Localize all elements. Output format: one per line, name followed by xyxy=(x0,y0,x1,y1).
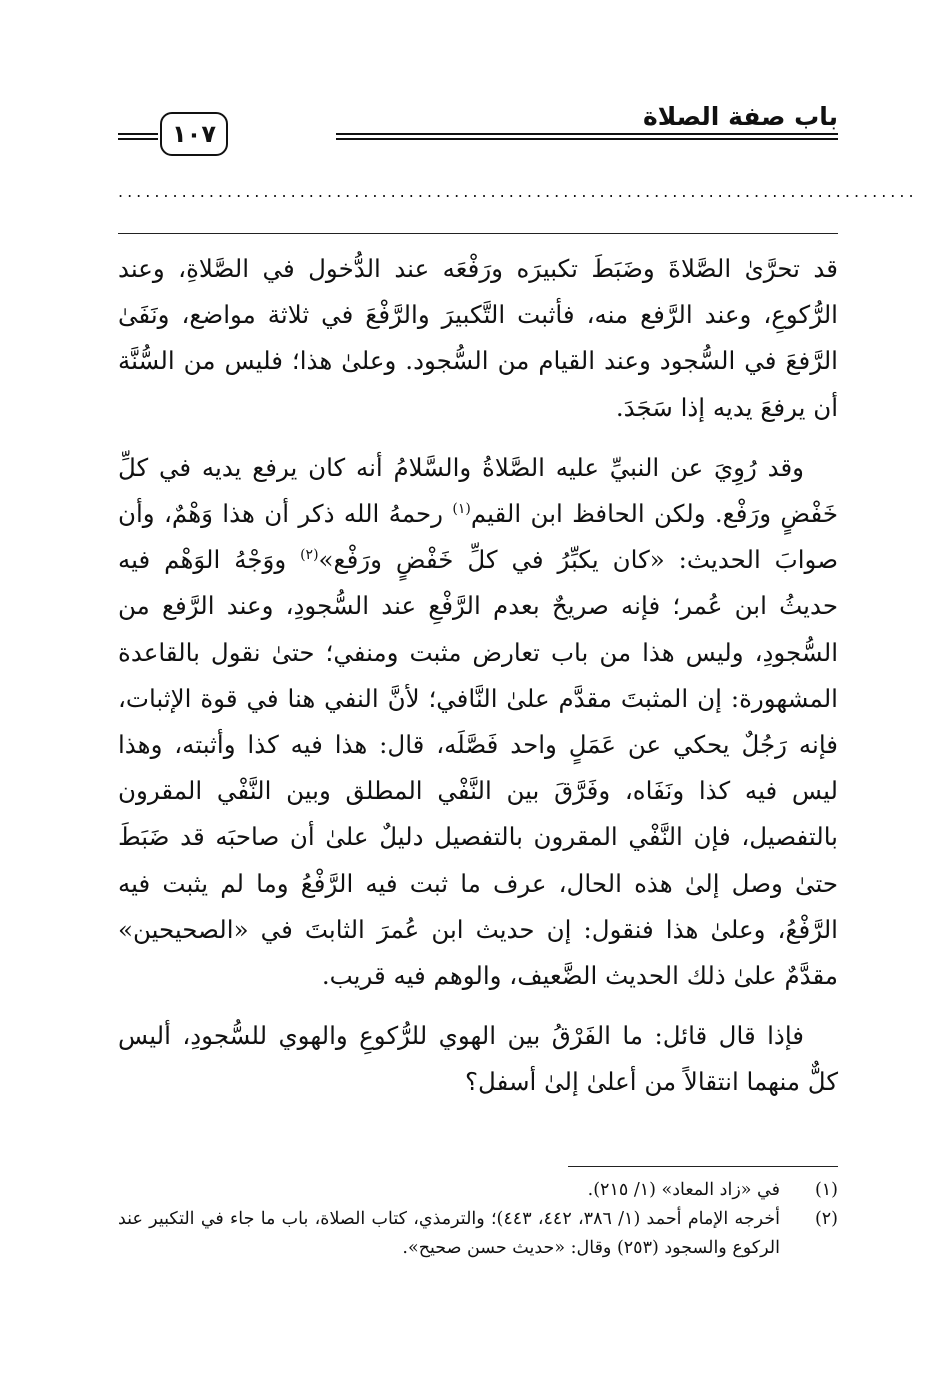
chapter-title: باب صفة الصلاة xyxy=(643,102,838,131)
footnote xyxy=(118,1176,838,1205)
main-text xyxy=(118,246,838,1106)
dotted-separator: ........................................................................................ xyxy=(118,182,918,201)
paragraph-text: وقد رُوِيَ عن النبيِّ عليه الصَّلاةُ والسَّلامُ أنه كان يرفع يديه في كلِّ خَفْضٍ ورَفْع. ولكن الحافظ ابن القيم xyxy=(118,452,838,529)
footnote-text: في «زاد المعاد» (١/ ٢١٥). xyxy=(587,1180,780,1200)
footnote-text: أخرجه الإمام أحمد (١/ ٣٨٦، ٤٤٢، ٤٤٣)؛ والترمذي، كتاب الصلاة، باب ما جاء في التكبير عند الركوع والسجود (٢٥٣) وقال: «حديث حسن صحيح». xyxy=(118,1209,781,1258)
header-rule-right xyxy=(336,133,838,140)
paragraph xyxy=(118,445,838,999)
footnote xyxy=(118,1205,838,1263)
paragraph-text: قد تحرَّىٰ الصَّلاةَ وضَبَطَ تكبيرَه ورَفْعَه عند الدُّخول في الصَّلاةِ، وعند الرُّكوعِ، وعند الرَّفع منه، فأثبت التَّكبيرَ والرَّفْعَ في ثلاثة مواضع، ونَفَىٰ الرَّفعَ في السُّجود وعند القيام من السُّجود. وعلىٰ هذا؛ فليس من السُّنَّة أن يرفعَ يديه إذا سَجَدَ. xyxy=(118,254,838,422)
paragraph-text: فإذا قال قائل: ما الفَرْقُ بين الهوي للرُّكوعِ والهوي للسُّجودِ، أليس كلٌّ منهما انتقالاً من أعلىٰ إلىٰ أسفل؟ xyxy=(118,1021,838,1097)
footnote-number: (٢) xyxy=(814,1209,838,1229)
page-header xyxy=(118,100,838,160)
footnote-rule xyxy=(568,1166,838,1167)
footnote-ref[interactable]: (١) xyxy=(452,500,471,517)
paragraph xyxy=(118,246,838,431)
paragraph xyxy=(118,1013,838,1105)
footnote-number: (١) xyxy=(814,1180,838,1200)
paragraph-text: رحمهُ الله ذكر أن هذا وَهْمٌ، وأن صوابَ الحديث: «كان يكبِّرُ في كلِّ خَفْضٍ ورَفْع» xyxy=(118,499,839,575)
footnote-ref[interactable]: (٢) xyxy=(300,547,319,564)
paragraph-text: ووَجْهُ الوَهْم فيه حديثُ ابن عُمر؛ فإنه صريحٌ بعدم الرَّفْعِ عند السُّجودِ، وعند الرَّفع من السُّجودِ، وليس هذا من باب تعارض مثبت ومنفي؛ حتىٰ نقول بالقاعدة المشهورة: إن المثبتَ مقدَّم علىٰ النَّافي؛ لأنَّ النفي هنا في قوة الإثبات، فإنه رَجُلٌ يحكي عن عَمَلٍ واحد فَصَّلَه، قال: هذا فيه كذا وأثبته، وهذا ليس فيه كذا ونَفَاه، وفَرَّقَ بين النَّفْي المطلق وبين النَّفْي المقرون بالتفصيل، فإن النَّفْي المقرون بالتفصيل دليلٌ علىٰ أن صاحبَه قد ضَبَطَ حتىٰ وصل إلىٰ هذه الحال، عرف ما ثبت فيه الرَّفْعُ وما لم يثبت فيه الرَّفْعُ، وعلىٰ هذا فنقول: إن حديث ابن عُمرَ الثابتَ في «الصحيحين» مقدَّمٌ علىٰ ذلك الحديث الضَّعيف، والوهم فيه قريب. xyxy=(118,545,838,991)
page-number: ١٠٧ xyxy=(160,112,228,156)
header-rule-left xyxy=(118,133,158,140)
top-rule xyxy=(118,233,838,234)
footnotes xyxy=(118,1176,838,1263)
